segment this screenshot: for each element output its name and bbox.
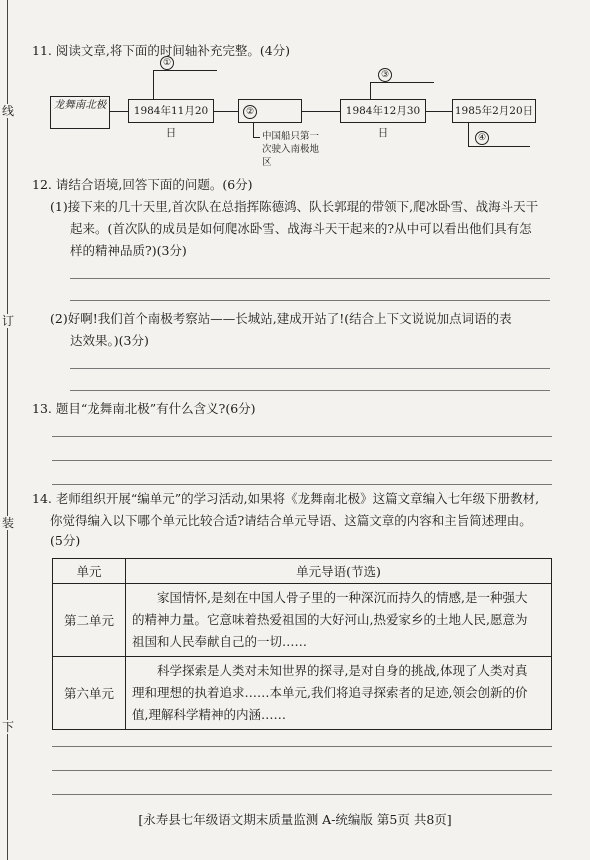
unit-guide-table xyxy=(52,558,552,730)
q14-stem-line1: 14. 老师组织开展“编单元”的学习活动,如果将《龙舞南北极》这篇文章编入七年级下册教材, xyxy=(32,491,540,506)
timeline-axis-seg xyxy=(302,111,340,112)
q12-part1-line3: 样的精神品质?)(3分) xyxy=(70,243,187,258)
branch-4-blank[interactable] xyxy=(468,146,530,147)
branch-3-blank[interactable] xyxy=(370,82,434,83)
q14-stem-line3: (5分) xyxy=(50,533,81,548)
guide-line: 科学探索是人类对未知世界的探寻,是对自身的挑战,体现了人类对真 xyxy=(157,663,528,678)
guide-line: 理和理想的执着追求……本单元,我们将追寻探索者的足迹,领会创新的价 xyxy=(132,685,528,700)
timeline-axis-seg xyxy=(110,111,128,112)
answer-line[interactable] xyxy=(52,746,552,747)
answer-line[interactable] xyxy=(52,770,552,771)
q12-part1-line2: 起来。(首次队的成员是如何爬冰卧雪、战海斗天干起来的?从中可以看出他们具有怎 xyxy=(70,221,532,236)
marker-2: ② xyxy=(243,105,257,119)
timeline-blank2-box[interactable] xyxy=(238,99,302,123)
table-row xyxy=(53,657,552,730)
timeline-date3-box: 1985年2月20日 xyxy=(452,99,536,123)
q12-part2-line1: (2)好啊!我们首个南极考察站——长城站,建成开站了!(结合上下文说说加点词语的表 xyxy=(50,311,512,326)
unit-name: 第六单元 xyxy=(53,657,126,730)
branch-4-stem xyxy=(468,122,469,147)
q12-part1-line1: (1)接下来的几十天里,首次队在总指挥陈德鸿、队长郭琨的带领下,爬冰卧雪、战海斗天干 xyxy=(50,199,539,214)
branch-1-blank[interactable] xyxy=(153,70,217,71)
timeline-date2-box: 1984年12月30日 xyxy=(340,99,426,123)
guide-line: 祖国和人民奉献自己的一切…… xyxy=(132,634,308,649)
timeline-date1-box: 1984年11月20日 xyxy=(128,99,214,123)
unit-name: 第二单元 xyxy=(53,584,126,657)
marker-1: ① xyxy=(160,56,174,70)
guide-line: 的精神力量。它意味着热爱祖国的大好河山,热爱家乡的土地人民,愿意为 xyxy=(132,612,528,627)
branch-1-stem xyxy=(153,70,154,99)
page-footer: [永寿县七年级语文期末质量监测 A-统编版 第5页 共8页] xyxy=(138,812,452,827)
guide-line: 值,理解科学精神的内涵…… xyxy=(132,707,286,722)
table-row xyxy=(53,584,552,657)
branch-3-stem xyxy=(370,82,371,99)
margin-label-xian: 线 xyxy=(1,104,14,118)
guide-line: 家国情怀,是刻在中国人骨子里的一种深沉而持久的情感,是一种强大 xyxy=(157,590,528,605)
timeline-axis-seg xyxy=(426,111,452,112)
margin-label-ding: 订 xyxy=(1,314,14,328)
answer-line[interactable] xyxy=(52,794,552,795)
header-guide: 单元导语(节选) xyxy=(126,559,552,584)
timeline-axis-seg xyxy=(214,111,238,112)
marker-3: ③ xyxy=(378,68,392,82)
margin-label-xia: 下 xyxy=(1,720,14,734)
answer-line[interactable] xyxy=(70,300,550,301)
q13-stem: 13. 题目“龙舞南北极”有什么含义?(6分) xyxy=(32,401,256,416)
unit-guide-text xyxy=(126,657,552,730)
answer-line[interactable] xyxy=(52,436,552,437)
marker-4: ④ xyxy=(475,131,489,145)
q12-part2-line2: 达效果。)(3分) xyxy=(70,333,149,348)
answer-line[interactable] xyxy=(70,278,550,279)
q11-stem: 11. 阅读文章,将下面的时间轴补充完整。(4分) xyxy=(32,43,291,58)
timeline-note: 中国船只第一次驶入南极地区 xyxy=(262,131,320,168)
margin-label-zhuang: 装 xyxy=(1,516,14,530)
table-header-row xyxy=(53,559,552,584)
answer-line[interactable] xyxy=(52,460,552,461)
answer-line[interactable] xyxy=(52,484,552,485)
unit-guide-text xyxy=(126,584,552,657)
note-pointer-tip xyxy=(253,137,260,138)
q14-stem-line2: 你觉得编入以下哪个单元比较合适?请结合单元导语、这篇文章的内容和主旨简述理由。 xyxy=(50,513,532,528)
q12-stem: 12. 请结合语境,回答下面的问题。(6分) xyxy=(32,177,253,192)
note-pointer xyxy=(253,122,254,138)
answer-line[interactable] xyxy=(70,368,550,369)
timeline-start-label: 龙舞南北极 xyxy=(53,99,107,111)
header-unit: 单元 xyxy=(53,559,126,584)
timeline-start-box xyxy=(50,96,110,129)
answer-line[interactable] xyxy=(70,390,550,391)
